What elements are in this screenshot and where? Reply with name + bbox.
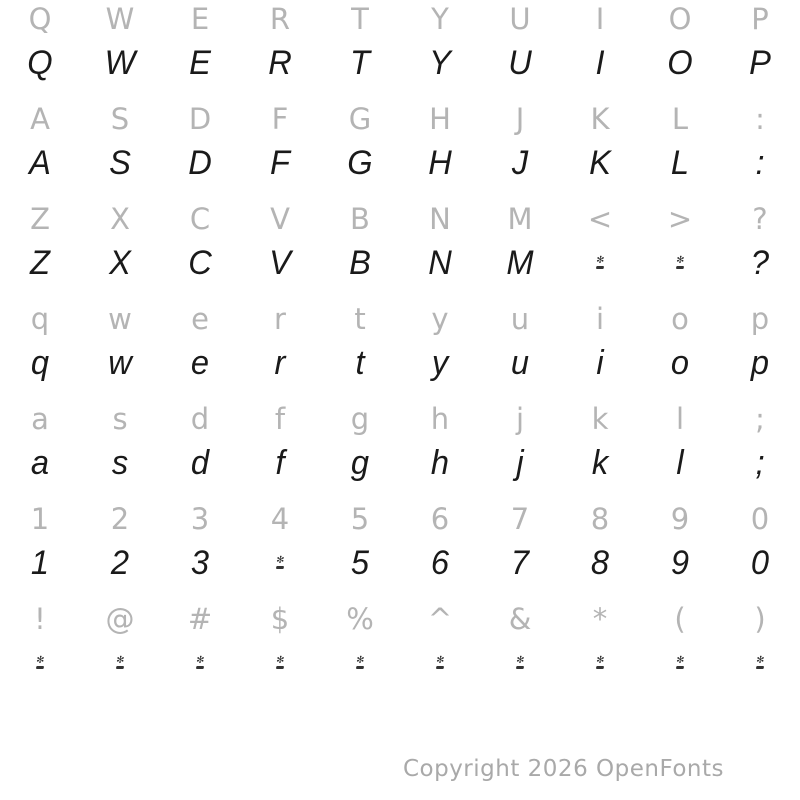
missing-glyph-bar bbox=[116, 666, 124, 669]
rendered-char: r bbox=[274, 344, 286, 382]
missing-glyph-star: ✻ bbox=[275, 655, 285, 666]
reference-char: 8 bbox=[590, 501, 610, 536]
reference-char: U bbox=[509, 1, 531, 36]
reference-row bbox=[0, 0, 800, 38]
reference-char: 1 bbox=[30, 501, 50, 536]
rendered-row bbox=[0, 538, 800, 588]
reference-char: r bbox=[274, 301, 286, 336]
reference-char: a bbox=[31, 401, 49, 436]
rendered-char: E bbox=[189, 44, 211, 82]
reference-char: W bbox=[105, 1, 135, 36]
reference-char: ! bbox=[34, 601, 46, 636]
reference-char: E bbox=[190, 1, 210, 36]
rendered-row bbox=[0, 338, 800, 388]
charmap-row-pair bbox=[0, 0, 800, 100]
reference-char: S bbox=[110, 101, 130, 136]
rendered-char: e bbox=[190, 344, 210, 382]
rendered-char: o bbox=[670, 344, 690, 382]
reference-char: # bbox=[187, 601, 213, 636]
rendered-char: Q bbox=[27, 44, 53, 82]
reference-char: s bbox=[112, 401, 128, 436]
reference-char: w bbox=[108, 301, 132, 336]
missing-glyph-icon bbox=[722, 638, 799, 688]
reference-row bbox=[0, 100, 800, 138]
rendered-char: h bbox=[430, 444, 450, 482]
reference-char: A bbox=[30, 101, 50, 136]
reference-char: k bbox=[591, 401, 609, 436]
rendered-char: q bbox=[30, 344, 50, 382]
rendered-char: 2 bbox=[110, 544, 130, 582]
missing-glyph-bar bbox=[676, 666, 684, 669]
reference-char: t bbox=[354, 301, 366, 336]
reference-char: $ bbox=[270, 601, 290, 636]
reference-char: K bbox=[590, 101, 610, 136]
reference-char: : bbox=[755, 101, 765, 136]
missing-glyph-bar bbox=[436, 666, 444, 669]
rendered-char: w bbox=[108, 344, 132, 382]
reference-char: I bbox=[595, 1, 605, 36]
reference-row bbox=[0, 600, 800, 638]
reference-char: * bbox=[592, 601, 608, 636]
rendered-char: T bbox=[350, 44, 370, 82]
reference-char: N bbox=[429, 201, 451, 236]
rendered-char: g bbox=[350, 444, 370, 482]
reference-char: H bbox=[429, 101, 451, 136]
reference-char: 7 bbox=[510, 501, 530, 536]
reference-char: P bbox=[751, 1, 769, 36]
rendered-char: K bbox=[589, 144, 611, 182]
charmap-row-pair bbox=[0, 300, 800, 400]
rendered-char: V bbox=[269, 244, 291, 282]
reference-char: J bbox=[515, 101, 525, 136]
charmap-row-pair bbox=[0, 200, 800, 300]
reference-char: X bbox=[110, 201, 130, 236]
rendered-char: J bbox=[511, 144, 529, 182]
rendered-char: N bbox=[428, 244, 452, 282]
reference-char: g bbox=[350, 401, 370, 436]
rendered-char: ? bbox=[750, 244, 770, 282]
reference-char: 2 bbox=[110, 501, 130, 536]
rendered-row bbox=[0, 238, 800, 288]
reference-row bbox=[0, 200, 800, 238]
missing-glyph-bar bbox=[276, 666, 284, 669]
rendered-char: C bbox=[188, 244, 212, 282]
rendered-char: l bbox=[676, 444, 684, 482]
missing-glyph-bar bbox=[516, 666, 524, 669]
reference-char: 9 bbox=[670, 501, 690, 536]
charmap-row-pair bbox=[0, 400, 800, 500]
reference-char: h bbox=[430, 401, 450, 436]
reference-char: @ bbox=[105, 601, 135, 636]
reference-char: 3 bbox=[190, 501, 210, 536]
reference-char: ^ bbox=[427, 601, 453, 636]
rendered-char: W bbox=[104, 44, 136, 82]
missing-glyph-star: ✻ bbox=[115, 655, 125, 666]
missing-glyph-bar bbox=[596, 666, 604, 669]
rendered-char: 7 bbox=[510, 544, 530, 582]
reference-char: Z bbox=[30, 201, 50, 236]
missing-glyph-star: ✻ bbox=[755, 655, 765, 666]
missing-glyph-icon bbox=[562, 238, 639, 288]
rendered-char: A bbox=[29, 144, 51, 182]
missing-glyph-icon bbox=[642, 638, 719, 688]
missing-glyph-bar bbox=[596, 266, 604, 269]
rendered-char: j bbox=[516, 444, 524, 482]
rendered-char: F bbox=[270, 144, 290, 182]
charmap-row-pair bbox=[0, 500, 800, 600]
reference-char: & bbox=[508, 601, 532, 636]
missing-glyph-star: ✻ bbox=[675, 655, 685, 666]
rendered-char: 8 bbox=[590, 544, 610, 582]
rendered-row bbox=[0, 438, 800, 488]
missing-glyph-icon bbox=[162, 638, 239, 688]
reference-char: L bbox=[671, 101, 689, 136]
rendered-char: u bbox=[510, 344, 530, 382]
reference-char: M bbox=[507, 201, 533, 236]
reference-row bbox=[0, 400, 800, 438]
rendered-char: Y bbox=[429, 44, 451, 82]
reference-char: O bbox=[668, 1, 692, 36]
reference-char: j bbox=[515, 401, 525, 436]
rendered-char: P bbox=[749, 44, 771, 82]
missing-glyph-star: ✻ bbox=[275, 555, 285, 566]
reference-char: u bbox=[510, 301, 530, 336]
rendered-char: R bbox=[268, 44, 292, 82]
missing-glyph-star: ✻ bbox=[355, 655, 365, 666]
reference-char: ( bbox=[674, 601, 686, 636]
rendered-char: ; bbox=[755, 444, 765, 482]
rendered-char: I bbox=[595, 44, 605, 82]
rendered-char: B bbox=[349, 244, 371, 282]
reference-char: o bbox=[671, 301, 689, 336]
missing-glyph-icon bbox=[82, 638, 159, 688]
rendered-char: y bbox=[431, 344, 449, 382]
reference-char: % bbox=[346, 601, 374, 636]
rendered-char: G bbox=[347, 144, 373, 182]
missing-glyph-icon bbox=[242, 538, 319, 588]
reference-char: 6 bbox=[430, 501, 450, 536]
reference-char: T bbox=[351, 1, 369, 36]
missing-glyph-icon bbox=[642, 238, 719, 288]
rendered-char: 3 bbox=[190, 544, 210, 582]
missing-glyph-icon bbox=[402, 638, 479, 688]
reference-char: d bbox=[190, 401, 210, 436]
missing-glyph-bar bbox=[756, 666, 764, 669]
reference-char: 4 bbox=[270, 501, 290, 536]
reference-row bbox=[0, 500, 800, 538]
rendered-char: 6 bbox=[430, 544, 450, 582]
rendered-row bbox=[0, 38, 800, 88]
reference-char: ) bbox=[754, 601, 766, 636]
reference-char: e bbox=[191, 301, 209, 336]
missing-glyph-star: ✻ bbox=[435, 655, 445, 666]
reference-char: y bbox=[431, 301, 449, 336]
missing-glyph-star: ✻ bbox=[595, 655, 605, 666]
rendered-char: H bbox=[428, 144, 452, 182]
rendered-char: 5 bbox=[350, 544, 370, 582]
reference-char: 0 bbox=[750, 501, 770, 536]
rendered-char: O bbox=[667, 44, 693, 82]
reference-char: l bbox=[675, 401, 685, 436]
reference-char: < bbox=[587, 201, 613, 236]
reference-char: p bbox=[750, 301, 770, 336]
reference-char: C bbox=[189, 201, 211, 236]
missing-glyph-bar bbox=[36, 666, 44, 669]
rendered-char: 0 bbox=[750, 544, 770, 582]
rendered-char: X bbox=[109, 244, 131, 282]
missing-glyph-star: ✻ bbox=[515, 655, 525, 666]
rendered-char: L bbox=[670, 144, 690, 182]
reference-char: G bbox=[348, 101, 372, 136]
rendered-char: p bbox=[750, 344, 770, 382]
missing-glyph-icon bbox=[562, 638, 639, 688]
rendered-char: : bbox=[755, 144, 765, 182]
rendered-char: i bbox=[596, 344, 604, 382]
reference-char: F bbox=[271, 101, 289, 136]
missing-glyph-star: ✻ bbox=[595, 255, 605, 266]
rendered-char: f bbox=[275, 444, 285, 482]
missing-glyph-bar bbox=[356, 666, 364, 669]
rendered-char: D bbox=[188, 144, 212, 182]
rendered-char: Z bbox=[30, 244, 50, 282]
rendered-row bbox=[0, 638, 800, 688]
rendered-row bbox=[0, 138, 800, 188]
reference-char: f bbox=[274, 401, 286, 436]
reference-char: q bbox=[30, 301, 50, 336]
rendered-char: 1 bbox=[30, 544, 50, 582]
missing-glyph-icon bbox=[482, 638, 559, 688]
copyright-text: Copyright 2026 OpenFonts bbox=[402, 756, 724, 782]
reference-row bbox=[0, 300, 800, 338]
rendered-char: s bbox=[111, 444, 129, 482]
missing-glyph-icon bbox=[242, 638, 319, 688]
reference-char: 5 bbox=[350, 501, 370, 536]
reference-char: ; bbox=[755, 401, 765, 436]
rendered-char: t bbox=[355, 344, 365, 382]
reference-char: Y bbox=[431, 1, 449, 36]
charmap-row-pair bbox=[0, 100, 800, 200]
reference-char: R bbox=[269, 1, 291, 36]
missing-glyph-bar bbox=[276, 566, 284, 569]
rendered-char: a bbox=[30, 444, 50, 482]
reference-char: > bbox=[667, 201, 693, 236]
missing-glyph-icon bbox=[322, 638, 399, 688]
rendered-char: M bbox=[506, 244, 534, 282]
missing-glyph-star: ✻ bbox=[35, 655, 45, 666]
rendered-char: U bbox=[508, 44, 532, 82]
rendered-char: 9 bbox=[670, 544, 690, 582]
reference-char: i bbox=[595, 301, 605, 336]
missing-glyph-bar bbox=[676, 266, 684, 269]
missing-glyph-star: ✻ bbox=[675, 255, 685, 266]
reference-char: ? bbox=[752, 201, 768, 236]
reference-char: Q bbox=[28, 1, 52, 36]
rendered-char: k bbox=[591, 444, 609, 482]
missing-glyph-icon bbox=[2, 638, 79, 688]
charmap-row-pair bbox=[0, 600, 800, 700]
missing-glyph-star: ✻ bbox=[195, 655, 205, 666]
rendered-char: S bbox=[109, 144, 131, 182]
rendered-char: d bbox=[190, 444, 210, 482]
reference-char: V bbox=[270, 201, 290, 236]
missing-glyph-bar bbox=[196, 666, 204, 669]
reference-char: B bbox=[350, 201, 370, 236]
reference-char: D bbox=[188, 101, 212, 136]
